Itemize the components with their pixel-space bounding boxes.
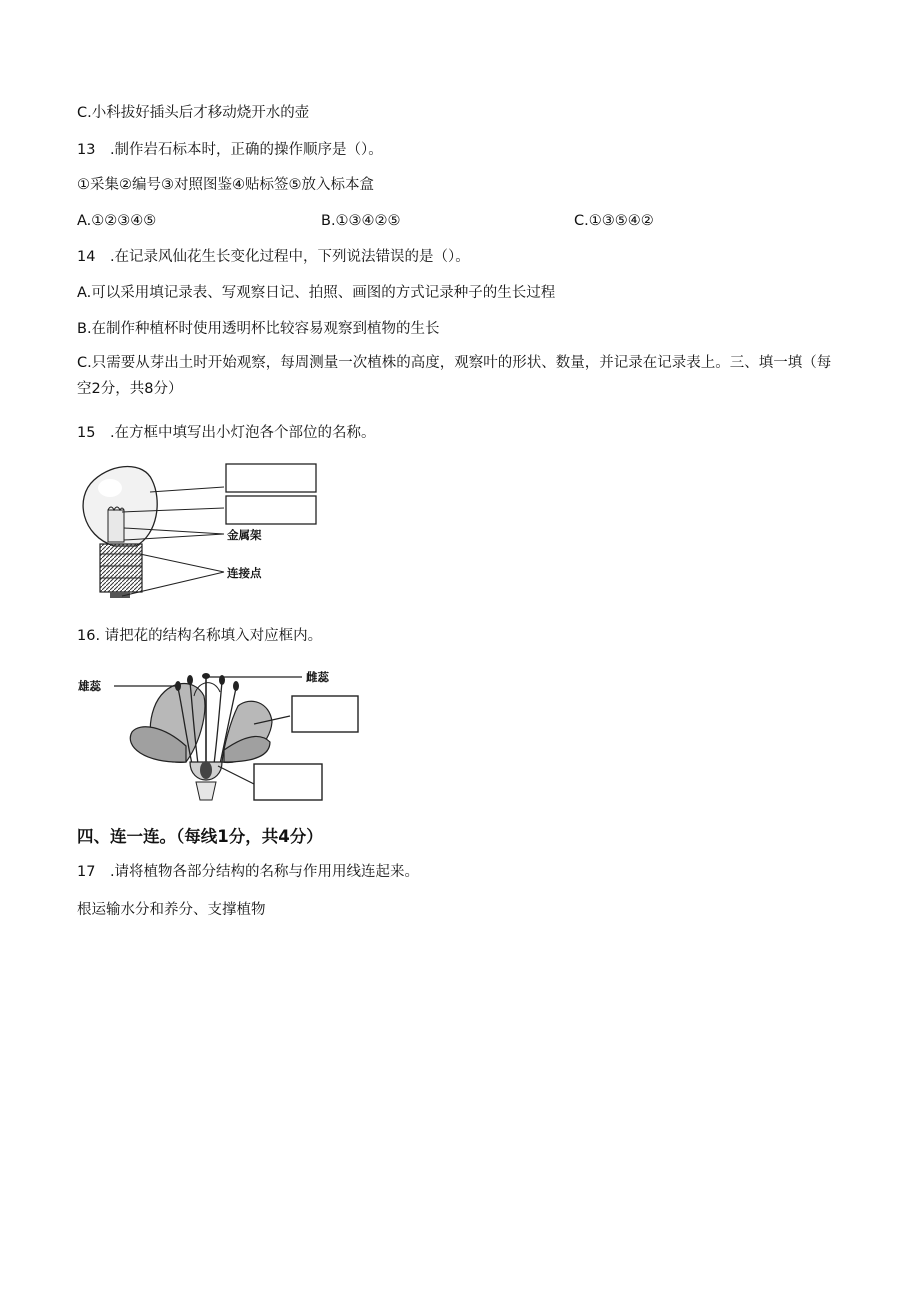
bulb-answer-box-2	[226, 496, 316, 524]
q12-option-c: C.小科拔好插头后才移动烧开水的壶	[77, 105, 310, 121]
bulb-base	[100, 544, 142, 592]
q14-stem: 14 .在记录风仙花生长变化过程中，下列说法错误的是（）。	[77, 249, 470, 265]
q14-option-b: B.在制作种植杯时使用透明杯比较容易观察到植物的生长	[77, 321, 440, 337]
flower-figure	[74, 666, 364, 806]
q14-option-a: A.可以采用填记录表、写观察日记、拍照、画图的方式记录种子的生长过程	[77, 285, 556, 301]
q13-option-c: C.①③⑤④②	[574, 213, 654, 229]
flower-answer-box-2	[254, 764, 322, 800]
bulb-answer-box-1	[226, 464, 316, 492]
flower-label-pistil: 雌蕊	[306, 670, 329, 684]
q15-stem: 15 .在方框中填写出小灯泡各个部位的名称。	[77, 425, 376, 441]
flower-answer-box-1	[292, 696, 358, 732]
q13-option-a: A.①②③④⑤	[77, 213, 157, 229]
flower-label-stamen: 雄蕊	[78, 679, 101, 693]
q17-stem: 17 .请将植物各部分结构的名称与作用用线连起来。	[77, 864, 420, 880]
section-4-title: 四、连一连。（每线1分，共4分）	[77, 827, 323, 846]
q13-stem: 13 .制作岩石标本时，正确的操作顺序是（）。	[77, 142, 383, 158]
q13-steps: ①采集②编号③对照图鉴④贴标签⑤放入标本盒	[77, 177, 374, 193]
q14-option-c: C.只需要从芽出土时开始观察，每周测量一次植株的高度，观察叶的形状、数量，并记录在记录表上。三、填一填（每空2分，共8分）	[77, 355, 832, 397]
bulb-figure	[74, 458, 334, 608]
q16-stem: 16. 请把花的结构名称填入对应框内。	[77, 628, 323, 644]
bulb-label-contact: 连接点	[227, 566, 262, 580]
bulb-label-frame: 金属架	[227, 528, 262, 542]
q13-option-b: B.①③④②⑤	[321, 213, 401, 229]
q17-item-root: 根运输水分和养分、支撑植物	[77, 902, 266, 918]
